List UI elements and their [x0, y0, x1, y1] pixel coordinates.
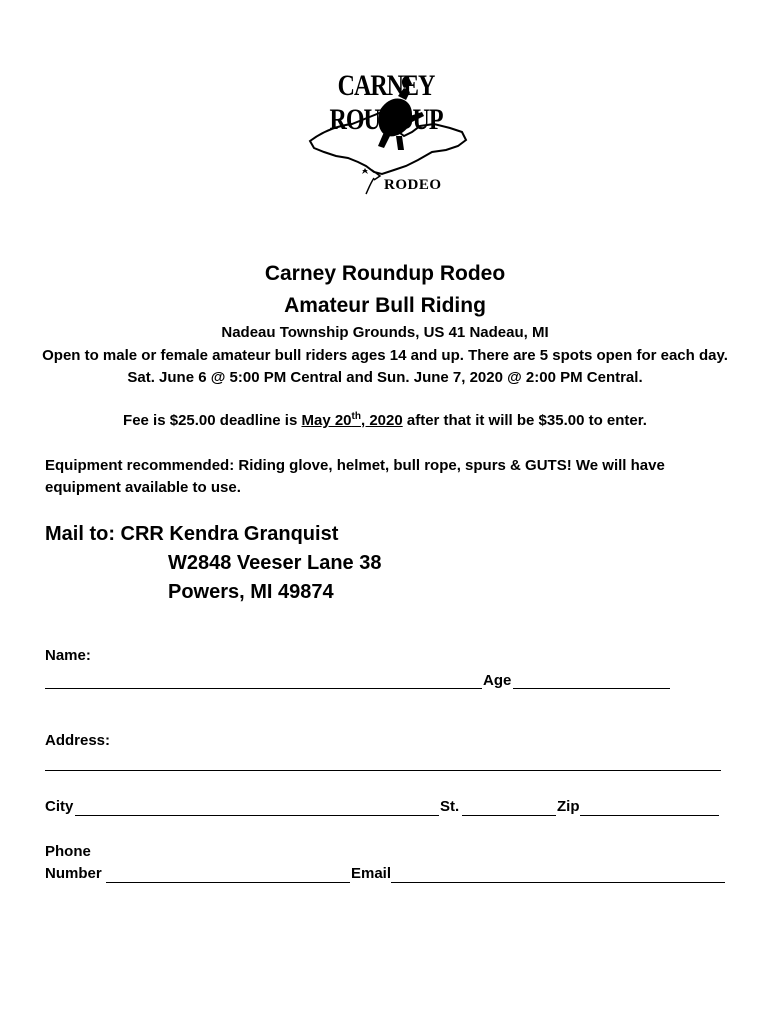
number-label: Number	[45, 865, 102, 882]
fee-date-year: , 2020	[360, 412, 403, 429]
email-field[interactable]	[391, 882, 725, 883]
logo-subtitle: RODEO	[384, 177, 442, 193]
event-location: Nadeau Township Grounds, US 41 Nadeau, MI	[221, 324, 549, 341]
address-label: Address:	[45, 732, 111, 749]
zip-label: Zip	[557, 798, 580, 815]
age-field[interactable]	[513, 688, 670, 689]
eligibility-text: Open to male or female amateur bull riders ages 14 and up. There are 5 spots open for each day. Sat. June 6 @ 5:00 PM Central and Sun. June 7, 2020 @ 2:00 PM Central.	[42, 347, 728, 386]
fee-text	[0, 410, 770, 432]
email-label: Email	[351, 865, 392, 882]
mail-to-line: Mail to: CRR Kendra Granquist	[45, 523, 339, 545]
age-label: Age	[483, 672, 512, 689]
fee-date-sup: th	[351, 411, 361, 422]
address-field[interactable]	[45, 770, 721, 771]
rodeo-logo	[300, 66, 472, 196]
phone-label: Phone	[45, 843, 91, 860]
fee-date-main: May 20	[301, 412, 352, 429]
page-title: Carney Roundup Rodeo	[264, 262, 506, 285]
logo-title: CARNEY ROUNDUP	[329, 70, 443, 137]
phone-field[interactable]	[106, 882, 350, 883]
city-field[interactable]	[75, 815, 439, 816]
zip-field[interactable]	[580, 815, 719, 816]
fee-suffix: after that it will be $35.00 to enter.	[402, 412, 647, 429]
mail-street: W2848 Veeser Lane 38	[168, 552, 382, 574]
equipment-text: Equipment recommended: Riding glove, helmet, bull rope, spurs & GUTS! We will have equipment available to use.	[45, 457, 665, 496]
mail-city: Powers, MI 49874	[168, 581, 334, 603]
state-field[interactable]	[462, 815, 556, 816]
fee-prefix: Fee is $25.00 deadline is	[123, 412, 302, 429]
page-subtitle: Amateur Bull Riding	[284, 294, 486, 317]
name-label: Name:	[45, 647, 91, 664]
name-field[interactable]	[45, 688, 482, 689]
state-label: St.	[440, 798, 460, 815]
city-label: City	[45, 798, 74, 815]
fee-deadline	[301, 412, 402, 429]
